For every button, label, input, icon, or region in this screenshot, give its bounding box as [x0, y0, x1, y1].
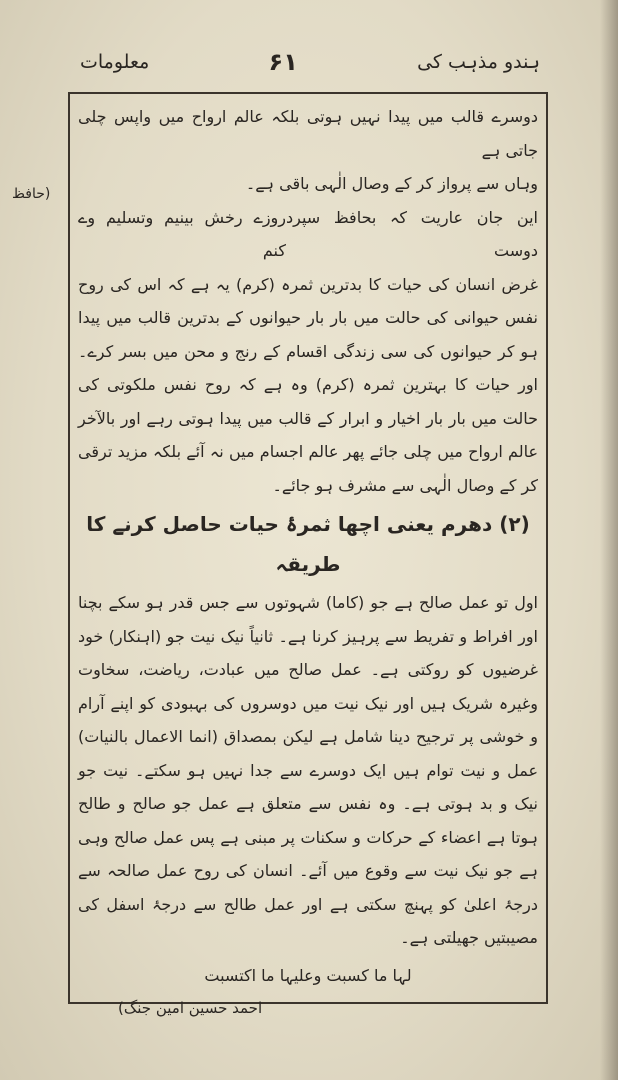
paragraph: غرض انسان کی حیات کا بدترین ثمرہ (کرم) یہ ہے کہ اس کی روح نفس حیوانی کی حالت میں بار بار حیوانوں کے بدترین قالب میں پیدا ہو کر حیوانوں کی سی زندگی اقسام کے رنج و محن میں بسر کرے۔ اور حیات کا بہترین ثمرہ (کرم) وہ ہے کہ روح نفس ملکوتی کی حالت میں بار بار اخیار و ابرار کے قالب میں پیدا ہوتی رہے اور بالآخر عالم ارواح میں چلی جائے پھر عالم اجسام میں نہ آئے بلکہ مزید ترقی کر کے وصال الٰہی سے مشرف ہو جائے۔ [78, 274, 538, 495]
verse-first-half: این جان عاریت کہ بحافظ سپرد دوست [286, 207, 538, 260]
header-book-title: ہندو مذہب کی [417, 51, 540, 73]
paragraph: اول تو عمل صالح ہے جو (کاما) شہوتوں سے جس قدر ہو سکے بچنا اور افراط و تفریط سے پرہیز کرنا ہے۔ ثانیاً نیک نیت جو (اہنکار) خود غرضیوں کو روکتی ہے۔ عمل صالح میں عبادت، ریاضت، سخاوت وغیرہ شریک ہیں اور نیک نیت میں دوسروں کی بہبودی کو اپنے آرام و خوشی پر ترجیح دینا شامل ہے لیکن بمصداق (انما الاعمال بالنیات) عمل و نیت توام ہیں ایک دوسرے سے جدا نہیں ہو سکتے۔ نیت جو نیک و بد ہوتی ہے۔ وہ نفس سے متعلق ہے عمل جو صالح و طالح ہوتا ہے اعضاء کے حرکات و سکنات پر مبنی ہے پس عمل صالح وہی ہے جو نیک نیت سے وقوع میں آئے۔ انسان کی روح عمل صالحہ سے درجۂ اعلیٰ کو پہنچ سکتی ہے اور عمل طالح سے درجۂ اسفل کی مصیبتیں جھیلتی ہے۔ [78, 593, 538, 947]
margin-note: (حافظ [12, 186, 51, 202]
verse-second-half: روزے رخش بینیم وتسلیم وے کنم [78, 207, 286, 260]
page-number: ۶۱ [268, 48, 298, 76]
page-body [78, 100, 538, 1023]
persian-verse [78, 201, 538, 268]
text-line: دوسرے قالب میں پیدا نہیں ہوتی بلکہ عالم ارواح میں واپس چلی جاتی ہے [78, 107, 538, 160]
text-line: وہاں سے پرواز کر کے وصال الٰہی باقی ہے۔ [245, 174, 538, 193]
author-signature: (احمد حسین امین جنگ [118, 998, 263, 1017]
page-spine-shadow [600, 0, 618, 1080]
section-heading: (۲) دھرم یعنی اچھا ثمرۂ حیات حاصل کرنے کا طریقہ [86, 512, 530, 576]
header-section-title: معلومات [80, 51, 150, 73]
arabic-quote: لہا ما کسبت وعلیہا ما اکتسبت [204, 965, 412, 985]
page-header [80, 40, 540, 84]
